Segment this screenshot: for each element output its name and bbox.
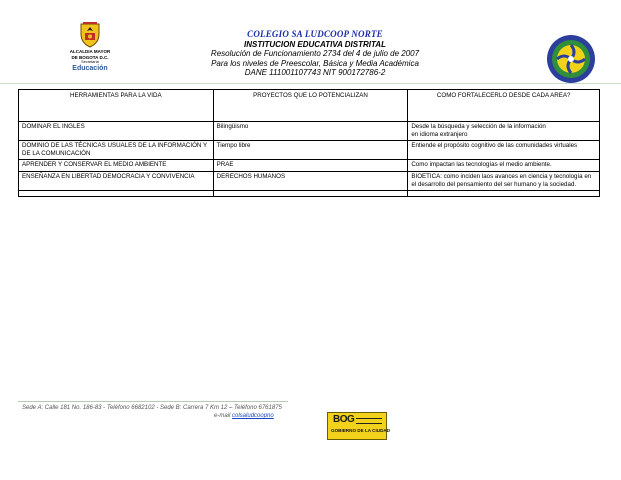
- tools-table: [18, 89, 600, 197]
- tool-cell: DOMINIO DE LAS TÉCNICAS USUALES DE LA INFORMACIÓN Y DE LA COMUNICACIÓN: [19, 141, 214, 160]
- bogota-government-badge: [327, 412, 391, 440]
- empty-cell: [408, 191, 600, 197]
- logo-text-secretaria: Secretaría: [81, 60, 99, 64]
- tool-cell: ENSEÑANZA EN LIBERTAD DEMOCRACIA Y CONVIVENCIA: [19, 172, 214, 191]
- table-row: [19, 160, 600, 172]
- institution-name: INSTITUCION EDUCATIVA DISTRITAL: [244, 39, 386, 49]
- strengthen-cell: Como impactan las tecnologías el medio ambiente.: [408, 160, 600, 172]
- resolution-line: Resolución de Funcionamiento 2734 del 4 de julio de 2007: [210, 49, 420, 58]
- table-row: [19, 172, 600, 191]
- footer-address: Sede A: Calle 181 No. 186-83 - Teléfono 6682102 - Sede B: Carrera 7 Km 12 – Teléfono 6761875: [22, 405, 282, 411]
- table-header-row: [19, 90, 600, 122]
- strengthen-cell: [408, 172, 600, 191]
- empty-cell: [213, 191, 408, 197]
- table-row-empty: [19, 191, 600, 197]
- school-emblem-icon: [546, 34, 596, 84]
- logo-text-bogota: DE BOGOTA D.C.: [71, 55, 109, 60]
- table-row: [19, 141, 600, 160]
- strengthen-text: el desarrollo del pensamiento del ser humano y la sociedad.: [411, 181, 577, 188]
- levels-line: Para los niveles de Preescolar, Básica y Media Académica: [211, 58, 419, 68]
- footer-divider: [18, 401, 288, 402]
- email-label: e-mail: [214, 413, 231, 419]
- alcaldia-logo: [66, 22, 114, 73]
- strengthen-text: Desde la búsqueda y selección de la información: [411, 123, 546, 130]
- badge-stripes-icon: [356, 418, 382, 424]
- footer-email-line: [22, 412, 332, 420]
- header-cell: COMO FORTALECERLO DESDE CADA AREA?: [408, 90, 600, 122]
- header-divider: [0, 83, 621, 84]
- letterhead: [180, 30, 450, 78]
- logo-text-alcaldia: ALCALDIA MAYOR: [69, 49, 111, 54]
- footer: [22, 404, 332, 420]
- table-row: [19, 122, 600, 141]
- header-cell: PROYECTOS QUE LO POTENCIALIZAN: [213, 90, 408, 122]
- strengthen-cell: Entiende el propósito cognitivo de las comunidades virtuales: [408, 141, 600, 160]
- header-cell: HERRAMIENTAS PARA LA VIDA: [19, 90, 214, 122]
- badge-caption: GOBIERNO DE LA CIUDAD: [331, 428, 391, 433]
- empty-cell: [19, 191, 214, 197]
- strengthen-text: BIOETICA: como inciden laos avances en ciencia y tecnología en: [411, 173, 592, 180]
- email-link[interactable]: colsaludcoopno: [232, 413, 274, 419]
- project-cell: PRAE: [213, 160, 408, 172]
- school-name: COLEGIO SA LUDCOOP NORTE: [247, 29, 383, 39]
- logo-text-educacion: Educación: [72, 64, 108, 72]
- tool-cell: DOMINAR EL INGLES: [19, 122, 214, 141]
- project-cell: DERECHOS HUMANOS: [213, 172, 408, 191]
- dane-line: DANE 111001107743 NIT 900172786-2: [244, 68, 386, 77]
- tool-cell: APRENDER Y CONSERVAR EL MEDIO AMBIENTE: [19, 160, 214, 172]
- strengthen-cell: [408, 122, 600, 141]
- project-cell: Tiempo libre: [213, 141, 408, 160]
- project-cell: Bilingüismo: [213, 122, 408, 141]
- bogota-shield-icon: [79, 22, 101, 48]
- strengthen-text: en idioma extranjero: [411, 131, 468, 138]
- badge-title: BOG: [333, 414, 355, 425]
